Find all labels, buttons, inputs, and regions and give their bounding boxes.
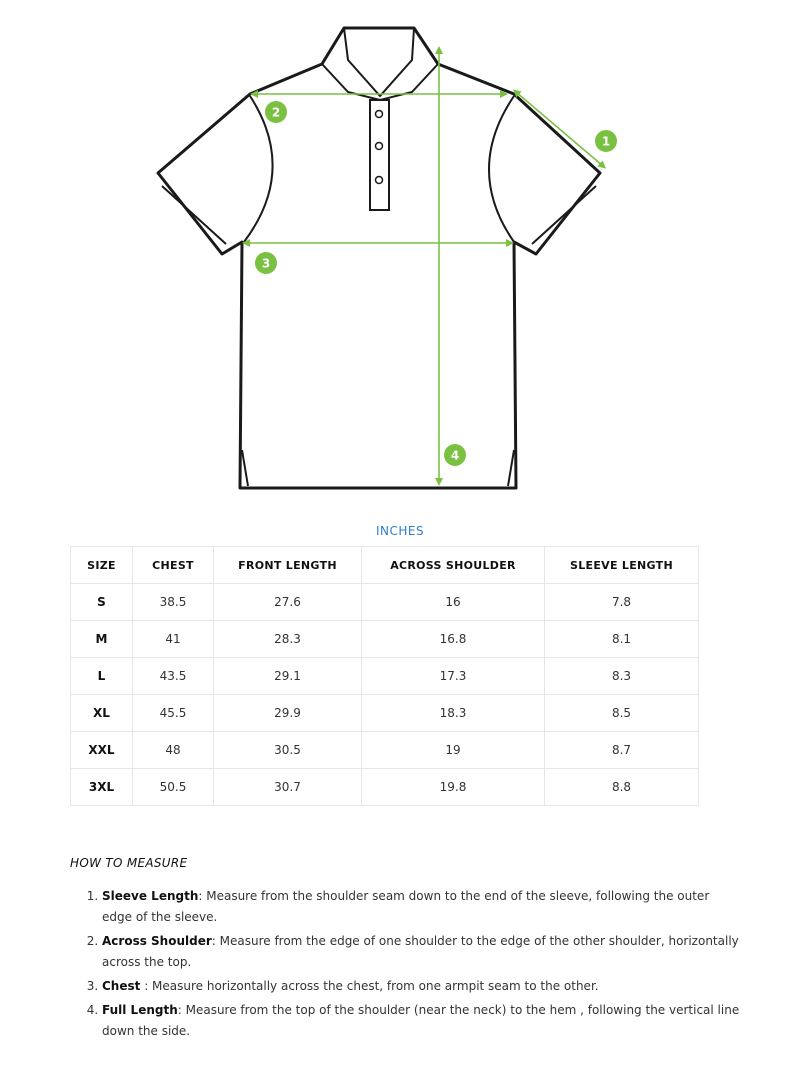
table-row [71, 769, 699, 806]
size-cell: S [71, 584, 133, 621]
across-shoulder-cell: 17.3 [362, 658, 545, 695]
size-cell: XXL [71, 732, 133, 769]
step-term: Across Shoulder [102, 934, 212, 948]
front-length-cell: 27.6 [214, 584, 362, 621]
front-length-cell: 29.1 [214, 658, 362, 695]
step-text: Measure horizontally across the chest, from one armpit seam to the other. [152, 979, 599, 993]
list-item [102, 931, 742, 973]
polo-shirt-diagram [0, 0, 800, 515]
how-to-measure-title: HOW TO MEASURE [70, 856, 188, 870]
marker-4 [444, 444, 466, 466]
unit-label: INCHES [375, 524, 425, 538]
list-item [102, 976, 742, 997]
chest-cell: 48 [133, 732, 214, 769]
step-separator: : [177, 1003, 186, 1017]
step-term: Sleeve Length [102, 889, 199, 903]
table-row [71, 658, 699, 695]
front-length-cell: 30.7 [214, 769, 362, 806]
chest-cell: 41 [133, 621, 214, 658]
sleeve-length-cell: 8.7 [545, 732, 699, 769]
marker-3 [255, 252, 277, 274]
header-sleeve-length: SLEEVE LENGTH [545, 547, 699, 584]
header-across-shoulder: ACROSS SHOULDER [362, 547, 545, 584]
table-row [71, 695, 699, 732]
chest-cell: 43.5 [133, 658, 214, 695]
step-term: Full Length [102, 1003, 178, 1017]
button-icon [376, 177, 383, 184]
front-length-cell: 30.5 [214, 732, 362, 769]
header-size: SIZE [71, 547, 133, 584]
list-item [102, 886, 742, 928]
sleeve-length-line [516, 92, 603, 166]
marker-2-label: 2 [271, 105, 281, 120]
front-length-cell: 29.9 [214, 695, 362, 732]
table-header-row [71, 547, 699, 584]
size-cell: M [71, 621, 133, 658]
across-shoulder-cell: 16 [362, 584, 545, 621]
sleeve-length-cell: 8.3 [545, 658, 699, 695]
across-shoulder-cell: 16.8 [362, 621, 545, 658]
marker-1 [595, 130, 617, 152]
button-icon [376, 111, 383, 118]
header-chest: CHEST [133, 547, 214, 584]
size-cell: L [71, 658, 133, 695]
sleeve-length-cell: 7.8 [545, 584, 699, 621]
across-shoulder-cell: 19.8 [362, 769, 545, 806]
size-cell: 3XL [71, 769, 133, 806]
front-length-cell: 28.3 [214, 621, 362, 658]
table-row [71, 732, 699, 769]
marker-1-label: 1 [601, 134, 611, 149]
size-chart-table [70, 546, 699, 806]
sleeve-length-cell: 8.5 [545, 695, 699, 732]
chest-cell: 38.5 [133, 584, 214, 621]
step-term: Chest [102, 979, 141, 993]
placket-buttons [376, 111, 383, 184]
across-shoulder-cell: 18.3 [362, 695, 545, 732]
across-shoulder-cell: 19 [362, 732, 545, 769]
list-item [102, 1000, 742, 1042]
chest-cell: 45.5 [133, 695, 214, 732]
size-cell: XL [71, 695, 133, 732]
measure-steps-list [70, 886, 742, 1045]
sleeve-length-cell: 8.8 [545, 769, 699, 806]
step-text: Measure from the top of the shoulder (near the neck) to the hem , following the vertical line down the side. [102, 1003, 740, 1038]
chest-cell: 50.5 [133, 769, 214, 806]
step-separator: : [198, 889, 207, 903]
step-text: Measure from the edge of one shoulder to the edge of the other shoulder, horizontally across the top. [102, 934, 739, 969]
step-text: Measure from the shoulder seam down to the end of the sleeve, following the outer edge of the sleeve. [102, 889, 710, 924]
marker-4-label: 4 [450, 448, 460, 463]
shirt-outline [158, 28, 600, 488]
step-separator: : [140, 979, 153, 993]
marker-3-label: 3 [261, 256, 271, 271]
table-row [71, 584, 699, 621]
measurement-lines [246, 50, 603, 482]
header-front-length: FRONT LENGTH [214, 547, 362, 584]
marker-2 [265, 101, 287, 123]
table-row [71, 621, 699, 658]
step-separator: : [211, 934, 220, 948]
sleeve-length-cell: 8.1 [545, 621, 699, 658]
shirt-details [162, 28, 596, 486]
button-icon [376, 143, 383, 150]
